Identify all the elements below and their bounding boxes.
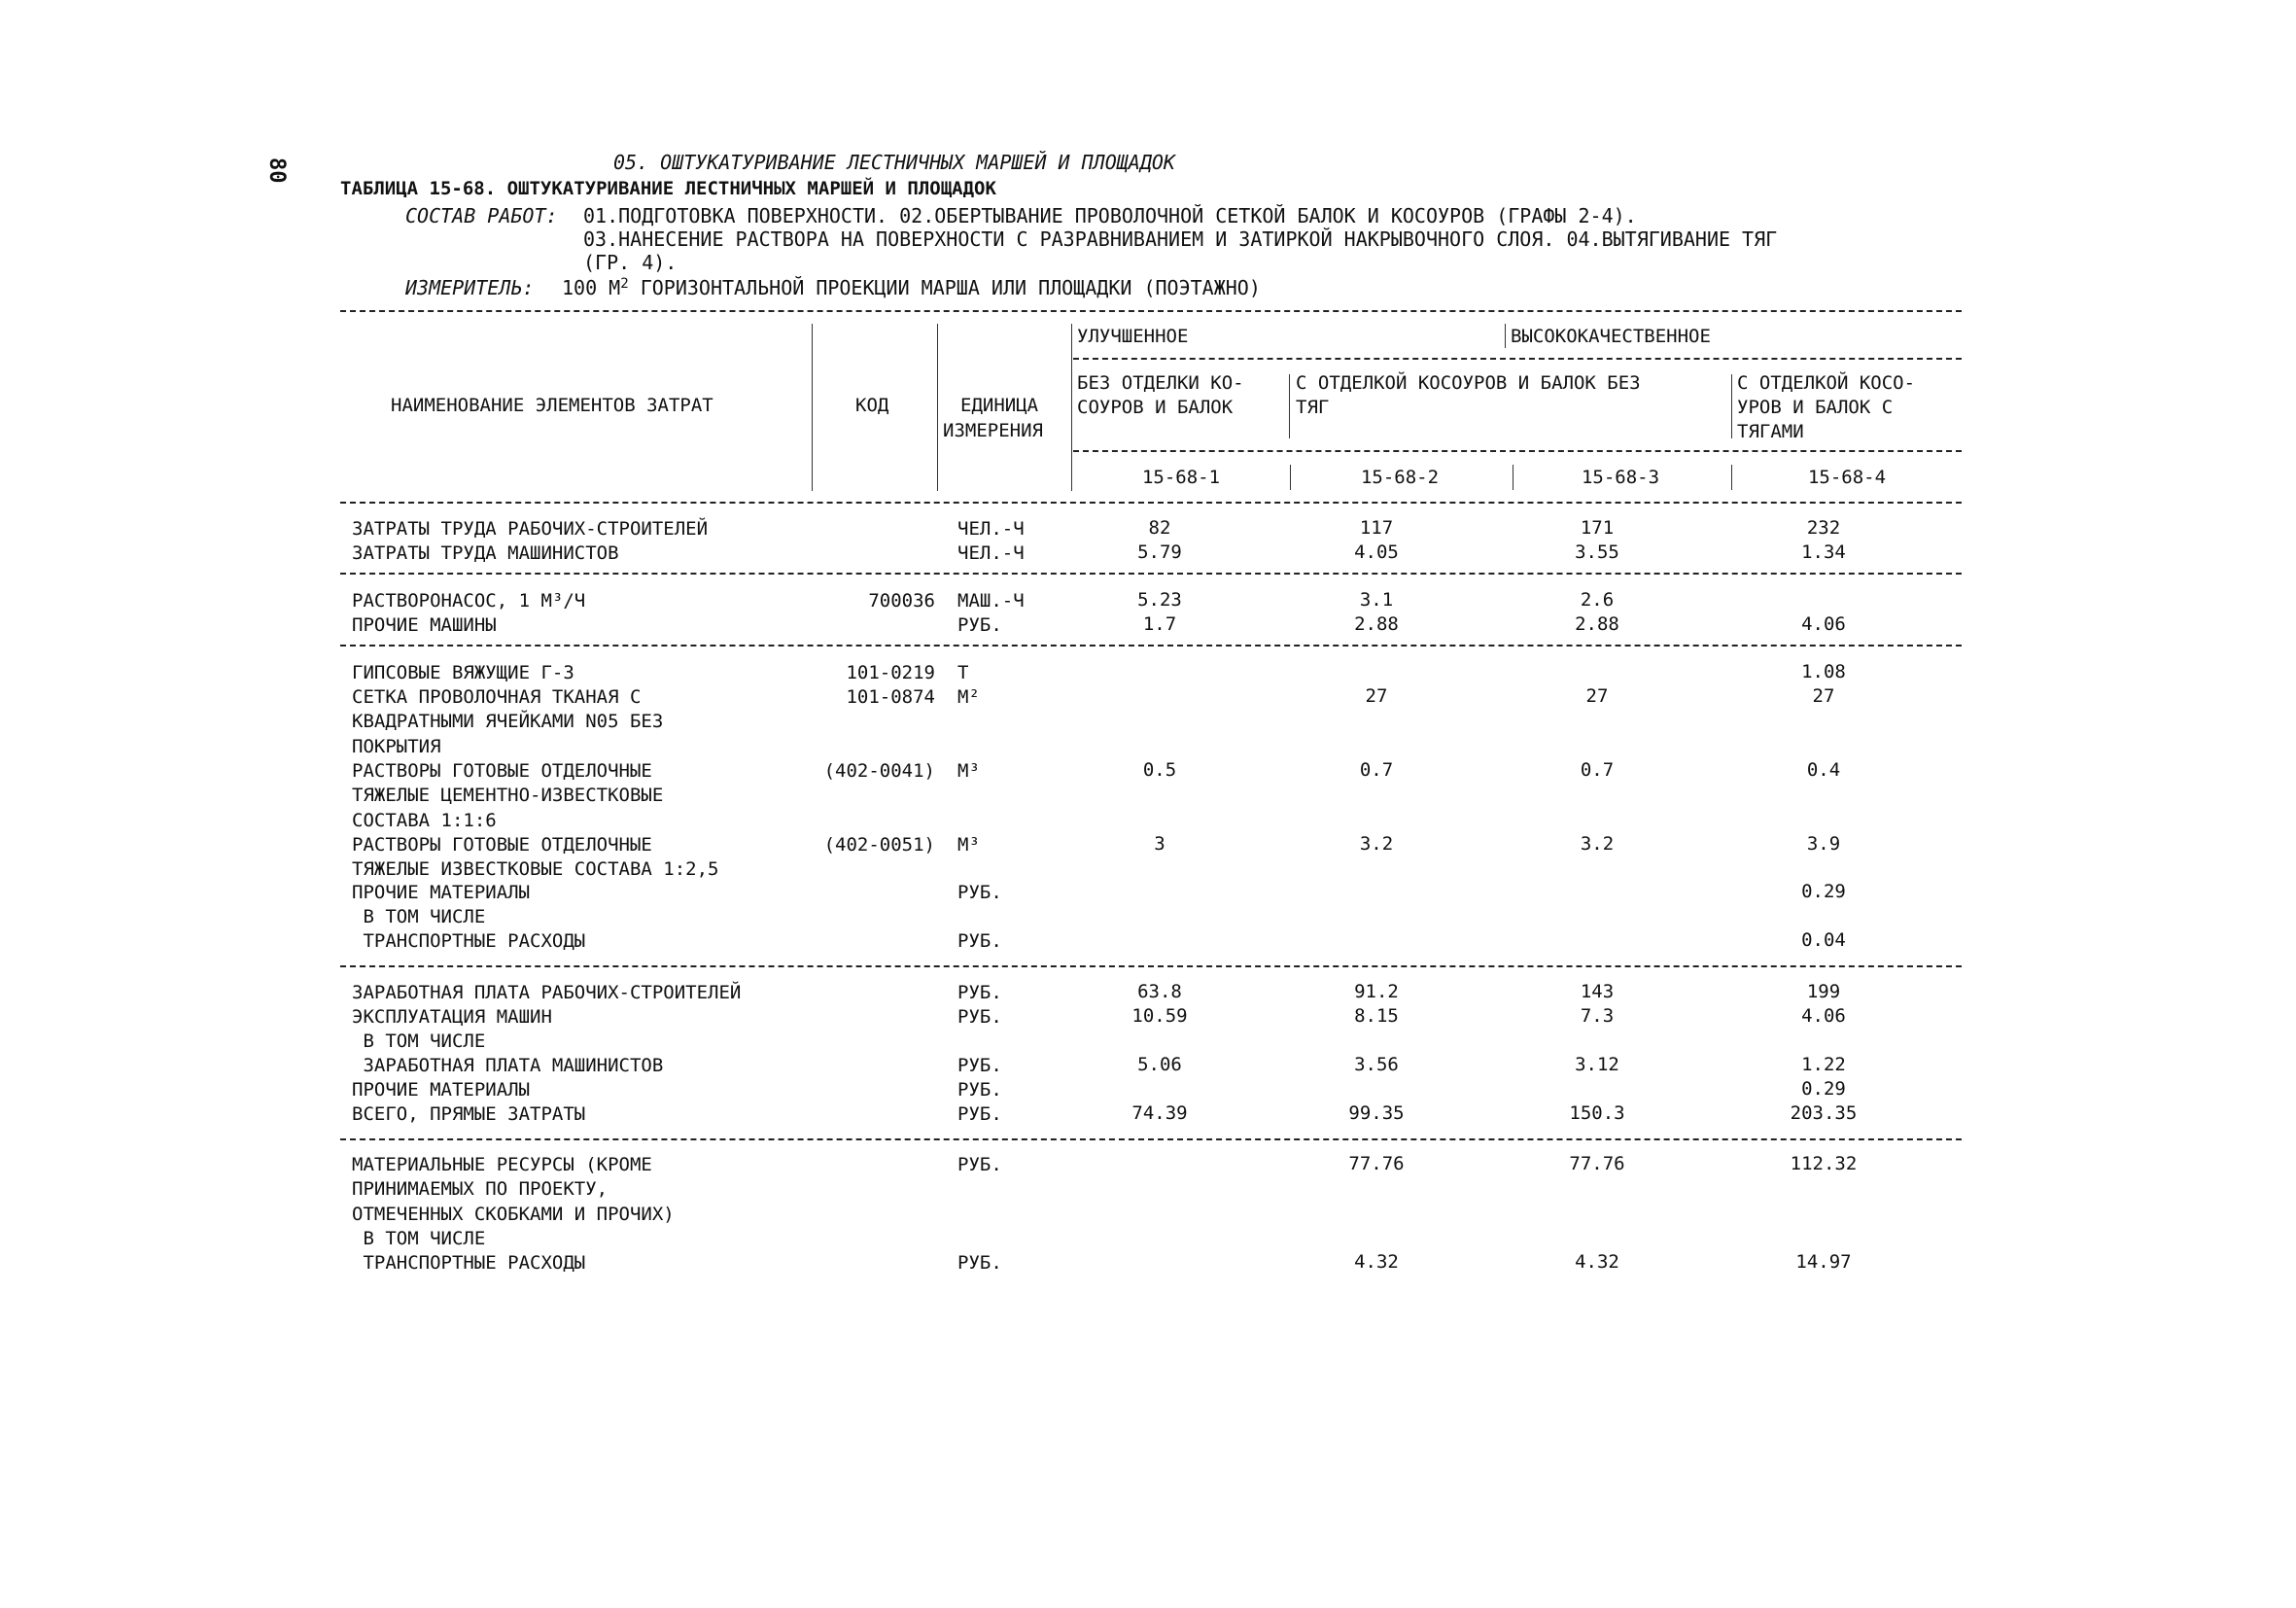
row-value: 5.23 (1137, 589, 1182, 611)
row-unit: РУБ. (957, 1103, 1002, 1125)
row-code: 101-0219 (846, 662, 935, 683)
row-value: 3.56 (1354, 1054, 1399, 1075)
row-value: 63.8 (1137, 981, 1182, 1002)
row-name: ВСЕГО, ПРЯМЫЕ ЗАТРАТЫ (352, 1103, 586, 1125)
header-improved: УЛУЧШЕННОЕ (1077, 326, 1189, 347)
header-code-col: 15-68-4 (1807, 467, 1887, 488)
col-sep (1505, 324, 1506, 348)
row-name: ПОКРЫТИЯ (352, 735, 441, 757)
row-unit: РУБ. (957, 1006, 1002, 1028)
col-sep (1731, 374, 1732, 438)
row-unit: ЧЕЛ.-Ч (957, 518, 1025, 540)
row-name: ГИПСОВЫЕ ВЯЖУЩИЕ Г-3 (352, 662, 574, 683)
sostav-line: (ГР. 4). (583, 251, 678, 274)
row-value: 4.06 (1801, 613, 1846, 635)
row-value: 203.35 (1790, 1102, 1858, 1124)
row-unit: ЧЕЛ.-Ч (957, 542, 1025, 564)
row-value: 0.4 (1806, 759, 1841, 781)
row-unit: Т (957, 662, 969, 683)
row-value: 3.2 (1580, 833, 1615, 855)
row-value: 3.12 (1575, 1054, 1619, 1075)
table-title: ТАБЛИЦА 15-68. ОШТУКАТУРИВАНИЕ ЛЕСТНИЧНЫХ МАРШЕЙ И ПЛОЩАДОК (340, 178, 996, 199)
row-value: 99.35 (1348, 1102, 1405, 1124)
row-value: 3.9 (1806, 833, 1841, 855)
row-value: 0.29 (1801, 881, 1846, 902)
row-value: 3.1 (1359, 589, 1394, 611)
row-unit: М² (957, 686, 980, 708)
row-unit: РУБ. (957, 1079, 1002, 1101)
row-value: 0.7 (1359, 759, 1394, 781)
izmeritel-label: ИЗМЕРИТЕЛЬ: (405, 276, 535, 299)
row-value: 5.06 (1137, 1054, 1182, 1075)
row-code: 700036 (868, 590, 935, 612)
page-number: 80 (264, 157, 289, 184)
row-value: 232 (1806, 517, 1841, 539)
row-value: 117 (1359, 517, 1394, 539)
header-col4: УРОВ И БАЛОК С (1737, 397, 1894, 418)
header-col4: С ОТДЕЛКОЙ КОСО- (1737, 372, 1916, 394)
row-name: ЗАРАБОТНАЯ ПЛАТА РАБОЧИХ-СТРОИТЕЛЕЙ (352, 982, 742, 1003)
row-value: 14.97 (1795, 1251, 1852, 1273)
row-value: 1.7 (1142, 613, 1177, 635)
row-code: (402-0051) (823, 834, 935, 856)
header-code: КОД (855, 395, 889, 416)
row-value: 171 (1580, 517, 1615, 539)
row-value: 143 (1580, 981, 1615, 1002)
header-name: НАИМЕНОВАНИЕ ЭЛЕМЕНТОВ ЗАТРАТ (391, 395, 713, 416)
row-name: ПРОЧИЕ МАШИНЫ (352, 614, 497, 636)
row-value: 4.06 (1801, 1005, 1846, 1027)
header-col1: БЕЗ ОТДЕЛКИ КО- (1077, 372, 1244, 394)
row-name: ТЯЖЕЛЫЕ ЦЕМЕНТНО-ИЗВЕСТКОВЫЕ (352, 785, 664, 807)
row-unit: РУБ. (957, 930, 1002, 952)
col-sep (1731, 465, 1732, 490)
row-value: 4.05 (1354, 542, 1399, 563)
row-name: ТЯЖЕЛЫЕ ИЗВЕСТКОВЫЕ СОСТАВА 1:2,5 (352, 858, 719, 881)
row-code: (402-0041) (823, 760, 935, 782)
row-name: В ТОМ ЧИСЛЕ (352, 1031, 486, 1052)
rule-section (340, 965, 1962, 967)
row-value: 2.6 (1580, 589, 1615, 611)
col-sep (1290, 465, 1291, 490)
row-value: 91.2 (1354, 981, 1399, 1002)
row-value: 3.55 (1575, 542, 1619, 563)
row-value: 3 (1154, 833, 1165, 855)
row-name: ОТМЕЧЕННЫХ СКОБКАМИ И ПРОЧИХ) (352, 1203, 675, 1225)
row-unit: М³ (957, 834, 980, 856)
row-value: 0.29 (1801, 1078, 1846, 1100)
row-unit: РУБ. (957, 614, 1002, 636)
row-unit: РУБ. (957, 1055, 1002, 1076)
row-name: МАТЕРИАЛЬНЫЕ РЕСУРСЫ (КРОМЕ (352, 1154, 652, 1175)
row-value: 27 (1812, 685, 1835, 707)
row-unit: МАШ.-Ч (957, 590, 1025, 612)
row-name: ЗАТРАТЫ ТРУДА РАБОЧИХ-СТРОИТЕЛЕЙ (352, 518, 709, 540)
header-unit: ИЗМЕРЕНИЯ (943, 420, 1043, 441)
row-name: КВАДРАТНЫМИ ЯЧЕЙКАМИ N05 БЕЗ (352, 711, 664, 733)
row-value: 10.59 (1131, 1005, 1188, 1027)
rule-section (340, 645, 1962, 647)
row-name: В ТОМ ЧИСЛЕ (352, 906, 486, 927)
row-value: 7.3 (1580, 1005, 1615, 1027)
col-sep (937, 324, 938, 491)
row-name: ПРОЧИЕ МАТЕРИАЛЫ (352, 882, 531, 903)
row-value: 0.04 (1801, 929, 1846, 951)
row-value: 0.5 (1142, 759, 1177, 781)
row-name: СОСТАВА 1:1:6 (352, 809, 497, 831)
row-name: В ТОМ ЧИСЛЕ (352, 1228, 486, 1249)
row-name: ПРОЧИЕ МАТЕРИАЛЫ (352, 1079, 531, 1101)
header-code-col: 15-68-1 (1141, 467, 1221, 488)
col-sep (1071, 324, 1072, 491)
row-value: 2.88 (1575, 613, 1619, 635)
section-title: 05. ОШТУКАТУРИВАНИЕ ЛЕСТНИЧНЫХ МАРШЕЙ И ПЛОЩАДОК (613, 151, 1175, 174)
row-name: СЕТКА ПРОВОЛОЧНАЯ ТКАНАЯ С (352, 686, 642, 708)
row-value: 199 (1806, 981, 1841, 1002)
header-col2: ТЯГ (1296, 397, 1330, 418)
row-value: 27 (1365, 685, 1388, 707)
row-code: 101-0874 (846, 686, 935, 708)
col-sep (1289, 374, 1290, 438)
row-value: 4.32 (1354, 1251, 1399, 1273)
header-high: ВЫСОКОКАЧЕСТВЕННОЕ (1511, 326, 1711, 347)
rule-subheader (1073, 358, 1962, 360)
row-value: 77.76 (1348, 1153, 1405, 1174)
row-value: 5.79 (1137, 542, 1182, 563)
row-value: 1.34 (1801, 542, 1846, 563)
row-value: 27 (1585, 685, 1609, 707)
row-value: 4.32 (1575, 1251, 1619, 1273)
row-value: 1.08 (1801, 661, 1846, 682)
row-value: 74.39 (1131, 1102, 1188, 1124)
row-name: ЗАРАБОТНАЯ ПЛАТА МАШИНИСТОВ (352, 1055, 664, 1076)
row-value: 150.3 (1569, 1102, 1625, 1124)
row-name: ПРИНИМАЕМЫХ ПО ПРОЕКТУ, (352, 1178, 609, 1201)
row-unit: РУБ. (957, 1252, 1002, 1274)
sostav-label: СОСТАВ РАБОТ: (405, 204, 558, 227)
header-code-col: 15-68-3 (1581, 467, 1660, 488)
rule-section (340, 1138, 1962, 1140)
row-value: 1.22 (1801, 1054, 1846, 1075)
rule-codes (1073, 450, 1962, 452)
row-unit: РУБ. (957, 1154, 1002, 1175)
row-unit: РУБ. (957, 882, 1002, 903)
header-code-col: 15-68-2 (1360, 467, 1440, 488)
row-value: 77.76 (1569, 1153, 1625, 1174)
row-value: 2.88 (1354, 613, 1399, 635)
row-value: 82 (1148, 517, 1171, 539)
rule-header-bottom (340, 502, 1962, 504)
row-name: ТРАНСПОРТНЫЕ РАСХОДЫ (352, 1252, 586, 1274)
sostav-line: 03.НАНЕСЕНИЕ РАСТВОРА НА ПОВЕРХНОСТИ С РАЗРАВНИВАНИЕМ И ЗАТИРКОЙ НАКРЫВОЧНОГО СЛОЯ. 04.ВЫТЯГИВАНИЕ ТЯГ (583, 227, 1778, 251)
header-col1: СОУРОВ И БАЛОК (1077, 397, 1234, 418)
row-name: ТРАНСПОРТНЫЕ РАСХОДЫ (352, 930, 586, 952)
row-value: 8.15 (1354, 1005, 1399, 1027)
row-value: 0.7 (1580, 759, 1615, 781)
row-value: 112.32 (1790, 1153, 1858, 1174)
header-unit: ЕДИНИЦА (960, 395, 1039, 416)
sostav-line: 01.ПОДГОТОВКА ПОВЕРХНОСТИ. 02.ОБЕРТЫВАНИЕ ПРОВОЛОЧНОЙ СЕТКОЙ БАЛОК И КОСОУРОВ (ГРАФЫ 2-4). (583, 204, 1637, 227)
row-name: ЗАТРАТЫ ТРУДА МАШИНИСТОВ (352, 542, 619, 564)
row-name: ЭКСПЛУАТАЦИЯ МАШИН (352, 1006, 552, 1028)
row-unit: РУБ. (957, 982, 1002, 1003)
header-col4: ТЯГАМИ (1737, 421, 1804, 442)
row-unit: М³ (957, 760, 980, 782)
row-name: РАСТВОРЫ ГОТОВЫЕ ОТДЕЛОЧНЫЕ (352, 834, 652, 856)
header-col2: С ОТДЕЛКОЙ КОСОУРОВ И БАЛОК БЕЗ (1296, 372, 1641, 394)
rule-section (340, 573, 1962, 575)
izmeritel-value: 100 $М^2$ ГОРИЗОНТАЛЬНОЙ ПРОЕКЦИИ МАРША ИЛИ ПЛОЩАДКИ (ПОЭТАЖНО) (562, 276, 1261, 299)
col-sep (812, 324, 813, 491)
row-name: РАСТВОРОНАСОС, 1 М³/Ч (352, 590, 586, 612)
row-name: РАСТВОРЫ ГОТОВЫЕ ОТДЕЛОЧНЫЕ (352, 760, 652, 782)
rule-top (340, 310, 1962, 312)
row-value: 3.2 (1359, 833, 1394, 855)
